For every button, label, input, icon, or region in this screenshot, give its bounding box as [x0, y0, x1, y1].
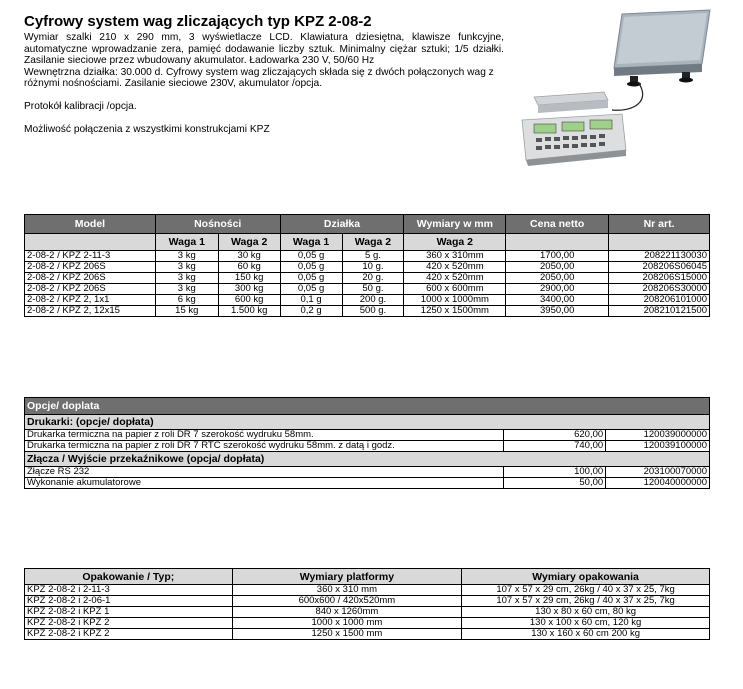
cell-platform: 600x600 / 420x520mm	[232, 596, 462, 607]
cell-option-name: Złącze RS 232	[25, 467, 504, 478]
subheader-waga1: Waga 1	[280, 234, 342, 251]
description-paragraph-4: Możliwość połączenia z wszystkimi konstrukcjami KPZ	[24, 124, 270, 135]
cell-wymiary: 420 x 520mm	[404, 262, 506, 273]
col-nr-art-header: Nr art.	[609, 215, 710, 234]
cell-nosnosc1: 3 kg	[155, 251, 218, 262]
cell-nosnosc2: 150 kg	[218, 273, 280, 284]
cell-wymiary: 1250 x 1500mm	[404, 306, 506, 317]
subheader-waga1: Waga 1	[155, 234, 218, 251]
cell-nosnosc2: 30 kg	[218, 251, 280, 262]
cell-dzialka1: 0,1 g	[280, 295, 342, 306]
col-platform-header: Wymiary platformy	[232, 569, 462, 585]
table-header-row	[25, 215, 710, 234]
printers-section-label: Drukarki: (opcje/ dopłata)	[25, 415, 710, 430]
table-row	[25, 251, 710, 262]
cell-package: 130 x 80 x 60 cm, 80 kg	[462, 607, 710, 618]
cell-platform: 1250 x 1500 mm	[232, 629, 462, 640]
table-row	[25, 596, 710, 607]
col-dzialka-header: Działka	[280, 215, 404, 234]
cell-option-name: Drukarka termiczna na papier z roli DR 7 szerokość wydruku 58mm.	[25, 430, 504, 441]
table-row	[25, 618, 710, 629]
models-table	[24, 214, 710, 317]
cell-nr-art: 208206S30000	[609, 284, 710, 295]
cell-dzialka2: 500 g.	[342, 306, 404, 317]
col-nosnosci-header: Nośności	[155, 215, 280, 234]
cell-type: KPZ 2-08-2 i KPZ 2	[25, 618, 233, 629]
cell-dzialka2: 20 g.	[342, 273, 404, 284]
cell-nosnosc1: 6 kg	[155, 295, 218, 306]
cell-option-price: 100,00	[504, 467, 606, 478]
description-paragraph-3: Protokół kalibracji /opcja.	[24, 101, 137, 112]
scale-product-image	[512, 2, 712, 177]
table-row	[25, 467, 710, 478]
cell-option-art: 203100070000	[606, 467, 710, 478]
cell-dzialka2: 5 g.	[342, 251, 404, 262]
product-description	[24, 32, 504, 136]
description-paragraph-2: Wewnętrzna działka: 30.000 d. Cyfrowy system wag zliczających składa się z dwóch połączonych wag z różnymi nośnościami. Zasilanie sieciowe 230V, akumulator /opcja.	[24, 66, 494, 89]
cell-cena: 2050,00	[506, 262, 609, 273]
cell-option-art: 120040000000	[606, 478, 710, 489]
cell-cena: 1700,00	[506, 251, 609, 262]
description-paragraph-1: Wymiar szalki 210 x 290 mm, 3 wyświetlacze LCD. Klawiatura dziesiętna, klawisze funkcyjne, automatyczne wprowadzanie zera, pamięć dodawanie liczby sztuk. Minimalny ciężar sztuki; 1/5 działki. Zasilanie sieciowe przez wbudowany akumulator. Ładowarka 230 V, 50/60 Hz	[24, 32, 504, 66]
cell-platform: 1000 x 1000 mm	[232, 618, 462, 629]
cell-model: 2-08-2 / KPZ 2-11-3	[25, 251, 156, 262]
col-package-header: Wymiary opakowania	[462, 569, 710, 585]
options-section-row	[25, 415, 710, 430]
cell-model: 2-08-2 / KPZ 206S	[25, 262, 156, 273]
cell-dzialka2: 50 g.	[342, 284, 404, 295]
cell-nr-art: 208221130030	[609, 251, 710, 262]
table-row	[25, 284, 710, 295]
cell-nr-art: 208206S15000	[609, 273, 710, 284]
options-table	[24, 397, 710, 489]
cell-nr-art: 208210121500	[609, 306, 710, 317]
cell-cena: 2050,00	[506, 273, 609, 284]
table-row	[25, 306, 710, 317]
cell-nr-art: 208206S06045	[609, 262, 710, 273]
subheader-waga2: Waga 2	[342, 234, 404, 251]
cell-wymiary: 420 x 520mm	[404, 273, 506, 284]
cell-package: 130 x 100 x 60 cm, 120 kg	[462, 618, 710, 629]
col-wymiary-header: Wymiary w mm	[404, 215, 506, 234]
cell-option-art: 120039000000	[606, 430, 710, 441]
col-cena-header: Cena netto	[506, 215, 609, 234]
cell-type: KPZ 2-08-2 i KPZ 2	[25, 629, 233, 640]
table-row	[25, 262, 710, 273]
cell-cena: 3400,00	[506, 295, 609, 306]
table-row	[25, 295, 710, 306]
options-title: Opcje/ doplata	[25, 398, 710, 415]
cell-model: 2-08-2 / KPZ 206S	[25, 273, 156, 284]
cell-type: KPZ 2-08-2 i 2-06-1	[25, 596, 233, 607]
cell-model: 2-08-2 / KPZ 2, 1x1	[25, 295, 156, 306]
col-type-header: Opakowanie / Typ;	[25, 569, 233, 585]
cell-type: KPZ 2-08-2 i KPZ 1	[25, 607, 233, 618]
table-subheader-row	[25, 234, 710, 251]
cell-option-name: Wykonanie akumulatorowe	[25, 478, 504, 489]
cell-nosnosc2: 300 kg	[218, 284, 280, 295]
cell-option-name: Drukarka termiczna na papier z roli DR 7 RTC szerokość wydruku 58mm. z datą i godz.	[25, 441, 504, 452]
cell-option-price: 620,00	[504, 430, 606, 441]
cell-package: 107 x 57 x 29 cm, 26kg / 40 x 37 x 25, 7kg	[462, 596, 710, 607]
cell-dzialka2: 200 g.	[342, 295, 404, 306]
cell-cena: 2900,00	[506, 284, 609, 295]
cell-dzialka1: 0,05 g	[280, 262, 342, 273]
options-title-row	[25, 398, 710, 415]
cell-dzialka1: 0,05 g	[280, 273, 342, 284]
cell-option-art: 120039100000	[606, 441, 710, 452]
cell-model: 2-08-2 / KPZ 206S	[25, 284, 156, 295]
options-section-row	[25, 452, 710, 467]
cell-wymiary: 600 x 600mm	[404, 284, 506, 295]
cell-nosnosc2: 600 kg	[218, 295, 280, 306]
cell-option-price: 50,00	[504, 478, 606, 489]
cell-wymiary: 1000 x 1000mm	[404, 295, 506, 306]
table-row	[25, 478, 710, 489]
cell-nosnosc1: 15 kg	[155, 306, 218, 317]
cell-model: 2-08-2 / KPZ 2, 12x15	[25, 306, 156, 317]
table-header-row	[25, 569, 710, 585]
cell-nosnosc1: 3 kg	[155, 284, 218, 295]
table-row	[25, 607, 710, 618]
cell-platform: 840 x 1260mm	[232, 607, 462, 618]
cell-dzialka1: 0,05 g	[280, 251, 342, 262]
table-row	[25, 273, 710, 284]
cell-dzialka2: 10 g.	[342, 262, 404, 273]
table-row	[25, 441, 710, 452]
cell-type: KPZ 2-08-2 i 2-11-3	[25, 585, 233, 596]
cell-nosnosc1: 3 kg	[155, 262, 218, 273]
cell-nosnosc2: 1.500 kg	[218, 306, 280, 317]
cell-dzialka1: 0,2 g	[280, 306, 342, 317]
table-row	[25, 430, 710, 441]
packaging-table	[24, 568, 710, 640]
table-row	[25, 585, 710, 596]
cell-platform: 360 x 310 mm	[232, 585, 462, 596]
cell-cena: 3950,00	[506, 306, 609, 317]
table-row	[25, 629, 710, 640]
cell-nosnosc2: 60 kg	[218, 262, 280, 273]
subheader-waga2: Waga 2	[404, 234, 506, 251]
cell-nosnosc1: 3 kg	[155, 273, 218, 284]
cell-nr-art: 208206101000	[609, 295, 710, 306]
cell-dzialka1: 0,05 g	[280, 284, 342, 295]
page-title: Cyfrowy system wag zliczających typ KPZ 2-08-2	[24, 13, 372, 30]
connectors-section-label: Złącza / Wyjście przekaźnikowe (opcja/ dopłata)	[25, 452, 710, 467]
cell-package: 130 x 160 x 60 cm 200 kg	[462, 629, 710, 640]
subheader-waga2: Waga 2	[218, 234, 280, 251]
cell-wymiary: 360 x 310mm	[404, 251, 506, 262]
cell-package: 107 x 57 x 29 cm, 26kg / 40 x 37 x 25, 7kg	[462, 585, 710, 596]
col-model-header: Model	[25, 215, 156, 234]
cell-option-price: 740,00	[504, 441, 606, 452]
